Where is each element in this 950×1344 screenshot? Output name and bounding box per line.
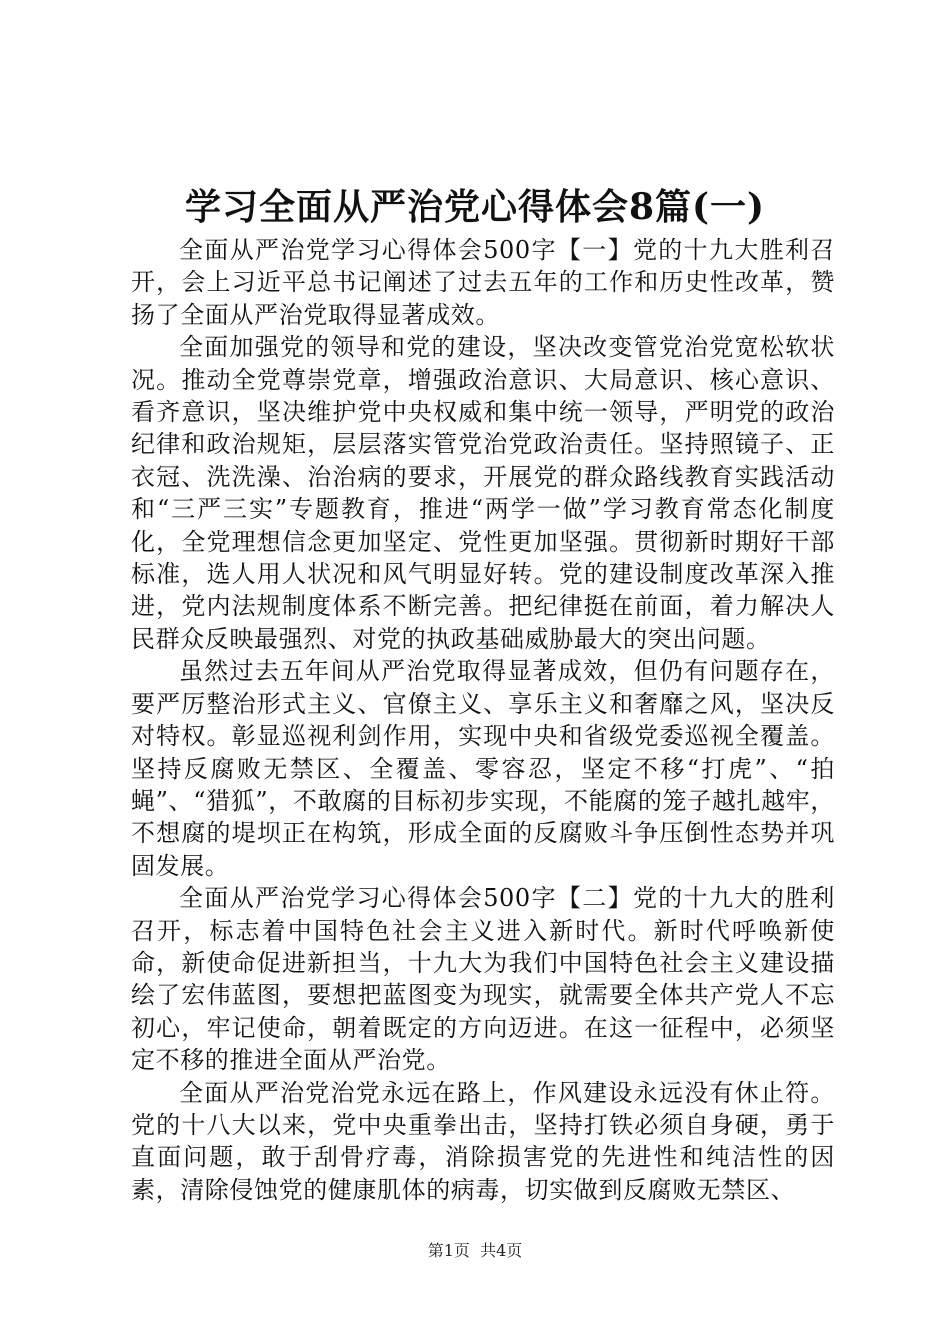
paragraph-3: 虽然过去五年间从严治党取得显著成效，但仍有问题存在，要严厉整治形式主义、官僚主义、享乐主义和奢靡之风，坚决反对特权。彰显巡视利剑作用，实现中央和省级党委巡视全覆盖。坚持反腐败无禁区、全覆盖、零容忍，坚定不移“打虎”、“拍蝇”、“猎狐”，不敢腐的目标初步实现，不能腐的笼子越扎越牢，不想腐的堤坝正在构筑，形成全面的反腐败斗争压倒性态势并巩固发展。 <box>131 657 835 880</box>
document-body <box>131 234 835 1206</box>
paragraph-1: 全面从严治党学习心得体会500字【一】党的十九大胜利召开，会上习近平总书记阐述了过去五年的工作和历史性改革，赞扬了全面从严治党取得显著成效。 <box>131 236 835 329</box>
paragraph-2: 全面加强党的领导和党的建设，坚决改变管党治党宽松软状况。推动全党尊崇党章，增强政治意识、大局意识、核心意识、看齐意识，坚决维护党中央权威和集中统一领导，严明党的政治纪律和政治规矩，层层落实管党治党政治责任。坚持照镜子、正衣冠、洗洗澡、治治病的要求，开展党的群众路线教育实践活动和“三严三实”专题教育，推进“两学一做”学习教育常态化制度化，全党理想信念更加坚定、党性更加坚强。贯彻新时期好干部标准，选人用人状况和风气明显好转。党的建设制度改革深入推进，党内法规制度体系不断完善。把纪律挺在前面，着力解决人民群众反映最强烈、对党的执政基础威胁最大的突出问题。 <box>131 333 835 653</box>
page-number-footer: 第1页 共4页 <box>427 1241 523 1260</box>
paragraph-5: 全面从严治党治党永远在路上，作风建设永远没有休止符。党的十八大以来，党中央重拳出击，坚持打铁必须自身硬，勇于直面问题，敢于刮骨疗毒，消除损害党的先进性和纯洁性的因素，清除侵蚀党的健康肌体的病毒，切实做到反腐败无禁区、 <box>131 1078 835 1204</box>
document-title: 学习全面从严治党心得体会8篇(一) <box>184 186 766 228</box>
paragraph-4: 全面从严治党学习心得体会500字【二】党的十九大的胜利召开，标志着中国特色社会主义进入新时代。新时代呼唤新使命，新使命促进新担当，十九大为我们中国特色社会主义建设描绘了宏伟蓝图，要想把蓝图变为现实，就需要全体共产党人不忘初心，牢记使命，朝着既定的方向迈进。在这一征程中，必须坚定不移的推进全面从严治党。 <box>131 884 835 1075</box>
